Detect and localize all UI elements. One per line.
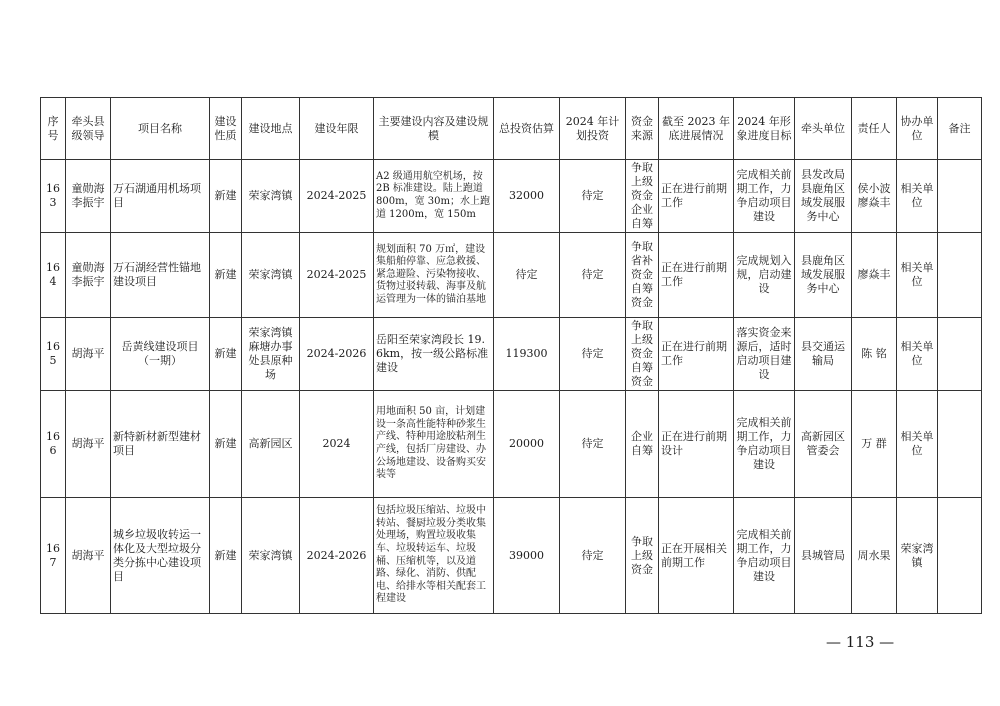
cell-funding: 争取省补资金自筹资金 [626,233,659,318]
cell-target2024: 完成规划入规，启动建设 [734,233,795,318]
cell-funding: 争取上级资金自筹资金 [626,318,659,391]
header-location: 建设地点 [242,98,300,160]
header-period: 建设年限 [300,98,374,160]
cell-period: 2024-2025 [300,160,374,233]
cell-total: 20000 [494,391,560,498]
cell-name: 岳黄线建设项目（一期） [111,318,210,391]
page-number: — 113 — [826,633,895,651]
cell-person: 万 群 [852,391,897,498]
cell-unit: 高新园区管委会 [795,391,852,498]
cell-remark [938,318,982,391]
cell-period: 2024-2025 [300,233,374,318]
cell-period: 2024 [300,391,374,498]
header-plan2024: 2024 年计划投资 [560,98,626,160]
cell-name: 新特新材新型建材项目 [111,391,210,498]
cell-person: 周水果 [852,498,897,614]
header-name: 项目名称 [111,98,210,160]
cell-nature: 新建 [210,391,242,498]
cell-nature: 新建 [210,233,242,318]
cell-remark [938,498,982,614]
cell-unit: 县鹿角区域发展服务中心 [795,233,852,318]
cell-plan2024: 待定 [560,318,626,391]
cell-content: 用地面积 50 亩，计划建设一条高性能特种砂浆生产线、特种用途胶粘剂生产线，包括厂房建设、办公场地建设、设备购买安装等 [374,391,494,498]
cell-content: 包括垃圾压缩站、垃圾中转站、餐厨垃圾分类收集处理场，购置垃圾收集车、垃圾转运车、垃圾桶、压缩机等，以及道路、绿化、消防、供配电、给排水等相关配套工程建设 [374,498,494,614]
cell-total: 待定 [494,233,560,318]
project-table [40,97,982,614]
cell-content: 岳阳至荣家湾段长 19.6km，按一级公路标准建设 [374,318,494,391]
table-row [41,498,982,614]
cell-funding: 争取上级资金企业自筹 [626,160,659,233]
cell-location: 荣家湾镇麻塘办事处县原种场 [242,318,300,391]
header-person: 责任人 [852,98,897,160]
cell-plan2024: 待定 [560,391,626,498]
cell-location: 高新园区 [242,391,300,498]
cell-progress2023: 正在进行前期工作 [659,233,734,318]
cell-target2024: 完成相关前期工作，力争启动项目建设 [734,498,795,614]
cell-assist: 荣家湾镇 [897,498,938,614]
cell-seq: 164 [41,233,66,318]
cell-total: 39000 [494,498,560,614]
header-unit: 牵头单位 [795,98,852,160]
cell-seq: 166 [41,391,66,498]
cell-name: 城乡垃圾收转运一体化及大型垃圾分类分拣中心建设项目 [111,498,210,614]
cell-funding: 争取上级资金 [626,498,659,614]
cell-person: 陈 铭 [852,318,897,391]
cell-unit: 县发改局县鹿角区域发展服务中心 [795,160,852,233]
cell-target2024: 完成相关前期工作，力争启动项目建设 [734,160,795,233]
cell-plan2024: 待定 [560,498,626,614]
header-nature: 建设性质 [210,98,242,160]
cell-name: 万石湖经营性锚地建设项目 [111,233,210,318]
cell-leader: 胡海平 [66,498,111,614]
cell-total: 119300 [494,318,560,391]
cell-content: 规划面积 70 万㎡，建设集船舶停靠、应急救援、紧急避险、污染物接收、货物过驳转载、海事及航运管理为一体的锚泊基地 [374,233,494,318]
cell-unit: 县城管局 [795,498,852,614]
header-target2024: 2024 年形象进度目标 [734,98,795,160]
cell-nature: 新建 [210,318,242,391]
cell-seq: 163 [41,160,66,233]
header-content: 主要建设内容及建设规模 [374,98,494,160]
header-total: 总投资估算 [494,98,560,160]
header-remark: 备注 [938,98,982,160]
cell-location: 荣家湾镇 [242,233,300,318]
cell-progress2023: 正在进行前期工作 [659,318,734,391]
cell-progress2023: 正在进行前期设计 [659,391,734,498]
cell-assist: 相关单位 [897,391,938,498]
cell-nature: 新建 [210,160,242,233]
cell-unit: 县交通运输局 [795,318,852,391]
cell-plan2024: 待定 [560,233,626,318]
cell-leader: 童勋海李振宇 [66,233,111,318]
header-progress2023: 截至 2023 年底进展情况 [659,98,734,160]
cell-total: 32000 [494,160,560,233]
cell-assist: 相关单位 [897,318,938,391]
header-seq: 序号 [41,98,66,160]
table-row [41,391,982,498]
cell-target2024: 完成相关前期工作，力争启动项目建设 [734,391,795,498]
cell-period: 2024-2026 [300,318,374,391]
cell-name: 万石湖通用机场项目 [111,160,210,233]
cell-plan2024: 待定 [560,160,626,233]
cell-remark [938,391,982,498]
cell-leader: 胡海平 [66,318,111,391]
cell-person: 廖焱丰 [852,233,897,318]
cell-period: 2024-2026 [300,498,374,614]
header-assist: 协办单位 [897,98,938,160]
cell-leader: 胡海平 [66,391,111,498]
cell-progress2023: 正在开展相关前期工作 [659,498,734,614]
cell-seq: 165 [41,318,66,391]
cell-location: 荣家湾镇 [242,160,300,233]
table-row [41,318,982,391]
cell-seq: 167 [41,498,66,614]
header-leader: 牵头县级领导 [66,98,111,160]
table-row [41,160,982,233]
cell-assist: 相关单位 [897,233,938,318]
cell-remark [938,160,982,233]
cell-content: A2 级通用航空机场，按 2B 标准建设。陆上跑道 800m，宽 30m；水上跑道 1200m，宽 150m [374,160,494,233]
cell-location: 荣家湾镇 [242,498,300,614]
cell-leader: 童勋海李振宇 [66,160,111,233]
table-row [41,233,982,318]
cell-progress2023: 正在进行前期工作 [659,160,734,233]
cell-funding: 企业自筹 [626,391,659,498]
cell-target2024: 落实资金来源后，适时启动项目建设 [734,318,795,391]
cell-person: 侯小波廖焱丰 [852,160,897,233]
cell-nature: 新建 [210,498,242,614]
header-funding: 资金来源 [626,98,659,160]
cell-assist: 相关单位 [897,160,938,233]
cell-remark [938,233,982,318]
header-row [41,98,982,160]
